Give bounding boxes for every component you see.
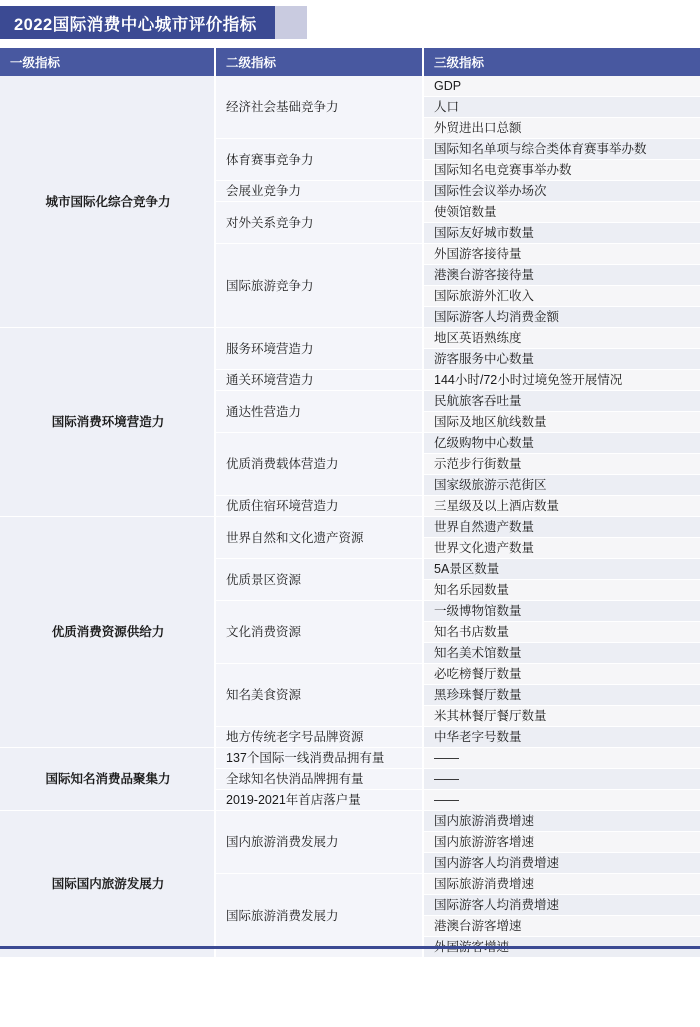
- level2-indicator-cell: 世界自然和文化遗产资源: [215, 517, 423, 559]
- level2-indicator-cell: 服务环境营造力: [215, 328, 423, 370]
- level3-indicator-cell: 一级博物馆数量: [423, 601, 700, 622]
- level2-indicator-cell: 国际旅游消费发展力: [215, 874, 423, 958]
- level3-indicator-cell: 中华老字号数量: [423, 727, 700, 748]
- table-row: [0, 811, 700, 832]
- level3-indicator-cell: 国家级旅游示范街区: [423, 475, 700, 496]
- level2-indicator-cell: 体育赛事竞争力: [215, 139, 423, 181]
- column-header-level2: 二级指标: [215, 48, 423, 76]
- level3-indicator-cell: 国际及地区航线数量: [423, 412, 700, 433]
- level3-indicator-cell: 国际游客人均消费金额: [423, 307, 700, 328]
- level3-indicator-cell: 港澳台游客接待量: [423, 265, 700, 286]
- level1-indicator-cell: 国际知名消费品聚集力: [0, 748, 215, 811]
- level3-indicator-cell: 国际性会议举办场次: [423, 181, 700, 202]
- column-header-level1: 一级指标: [0, 48, 215, 76]
- level3-indicator-cell: 民航旅客吞吐量: [423, 391, 700, 412]
- table-header-row: [0, 48, 700, 76]
- level3-indicator-cell: 游客服务中心数量: [423, 349, 700, 370]
- level3-indicator-cell: 知名书店数量: [423, 622, 700, 643]
- level3-indicator-cell: 国内旅游消费增速: [423, 811, 700, 832]
- level2-indicator-cell: 通达性营造力: [215, 391, 423, 433]
- page-title: 2022国际消费中心城市评价指标: [14, 15, 257, 34]
- level2-indicator-cell: 优质景区资源: [215, 559, 423, 601]
- level2-indicator-cell: 全球知名快消品牌拥有量: [215, 769, 423, 790]
- level1-indicator-cell: 国际国内旅游发展力: [0, 811, 215, 958]
- level3-indicator-cell: 人口: [423, 97, 700, 118]
- level2-indicator-cell: 优质住宿环境营造力: [215, 496, 423, 517]
- level3-indicator-cell: 必吃榜餐厅数量: [423, 664, 700, 685]
- level2-indicator-cell: 通关环境营造力: [215, 370, 423, 391]
- level3-indicator-cell: GDP: [423, 76, 700, 97]
- level3-indicator-cell: ——: [423, 790, 700, 811]
- level3-indicator-cell: 三星级及以上酒店数量: [423, 496, 700, 517]
- level3-indicator-cell: ——: [423, 769, 700, 790]
- level2-indicator-cell: 会展业竞争力: [215, 181, 423, 202]
- bottom-rule: [0, 946, 700, 949]
- table-row: [0, 748, 700, 769]
- title-banner: [0, 0, 700, 46]
- level1-indicator-cell: 国际消费环境营造力: [0, 328, 215, 517]
- level3-indicator-cell: 世界文化遗产数量: [423, 538, 700, 559]
- table-row: [0, 328, 700, 349]
- level3-indicator-cell: 地区英语熟练度: [423, 328, 700, 349]
- title-bar: [0, 6, 275, 39]
- table-body: [0, 76, 700, 958]
- level3-indicator-cell: 国内游客人均消费增速: [423, 853, 700, 874]
- level3-indicator-cell: 示范步行街数量: [423, 454, 700, 475]
- level3-indicator-cell: 外国游客接待量: [423, 244, 700, 265]
- column-header-level3: 三级指标: [423, 48, 700, 76]
- level3-indicator-cell: 知名美术馆数量: [423, 643, 700, 664]
- level2-indicator-cell: 国内旅游消费发展力: [215, 811, 423, 874]
- level3-indicator-cell: 米其林餐厅餐厅数量: [423, 706, 700, 727]
- level3-indicator-cell: ——: [423, 748, 700, 769]
- table-row: [0, 76, 700, 97]
- level2-indicator-cell: 国际旅游竞争力: [215, 244, 423, 328]
- level3-indicator-cell: 国际友好城市数量: [423, 223, 700, 244]
- level2-indicator-cell: 2019-2021年首店落户量: [215, 790, 423, 811]
- level2-indicator-cell: 文化消费资源: [215, 601, 423, 664]
- level2-indicator-cell: 知名美食资源: [215, 664, 423, 727]
- level2-indicator-cell: 对外关系竞争力: [215, 202, 423, 244]
- level3-indicator-cell: 国际知名单项与综合类体育赛事举办数: [423, 139, 700, 160]
- level3-indicator-cell: 外贸进出口总额: [423, 118, 700, 139]
- level3-indicator-cell: 国际旅游消费增速: [423, 874, 700, 895]
- level2-indicator-cell: 经济社会基础竞争力: [215, 76, 423, 139]
- level3-indicator-cell: 使领馆数量: [423, 202, 700, 223]
- level1-indicator-cell: 城市国际化综合竞争力: [0, 76, 215, 328]
- level3-indicator-cell: 黑珍珠餐厅数量: [423, 685, 700, 706]
- level3-indicator-cell: 国际旅游外汇收入: [423, 286, 700, 307]
- level3-indicator-cell: 5A景区数量: [423, 559, 700, 580]
- level2-indicator-cell: 地方传统老字号品牌资源: [215, 727, 423, 748]
- level3-indicator-cell: 亿级购物中心数量: [423, 433, 700, 454]
- level1-indicator-cell: 优质消费资源供给力: [0, 517, 215, 748]
- level2-indicator-cell: 137个国际一线消费品拥有量: [215, 748, 423, 769]
- level3-indicator-cell: 世界自然遗产数量: [423, 517, 700, 538]
- level3-indicator-cell: 知名乐园数量: [423, 580, 700, 601]
- level2-indicator-cell: 优质消费载体营造力: [215, 433, 423, 496]
- level3-indicator-cell: 国内旅游游客增速: [423, 832, 700, 853]
- level3-indicator-cell: 港澳台游客增速: [423, 916, 700, 937]
- indicator-table: [0, 48, 700, 958]
- level3-indicator-cell: 国际知名电竞赛事举办数: [423, 160, 700, 181]
- level3-indicator-cell: 国际游客人均消费增速: [423, 895, 700, 916]
- level3-indicator-cell: 144小时/72小时过境免签开展情况: [423, 370, 700, 391]
- table-row: [0, 517, 700, 538]
